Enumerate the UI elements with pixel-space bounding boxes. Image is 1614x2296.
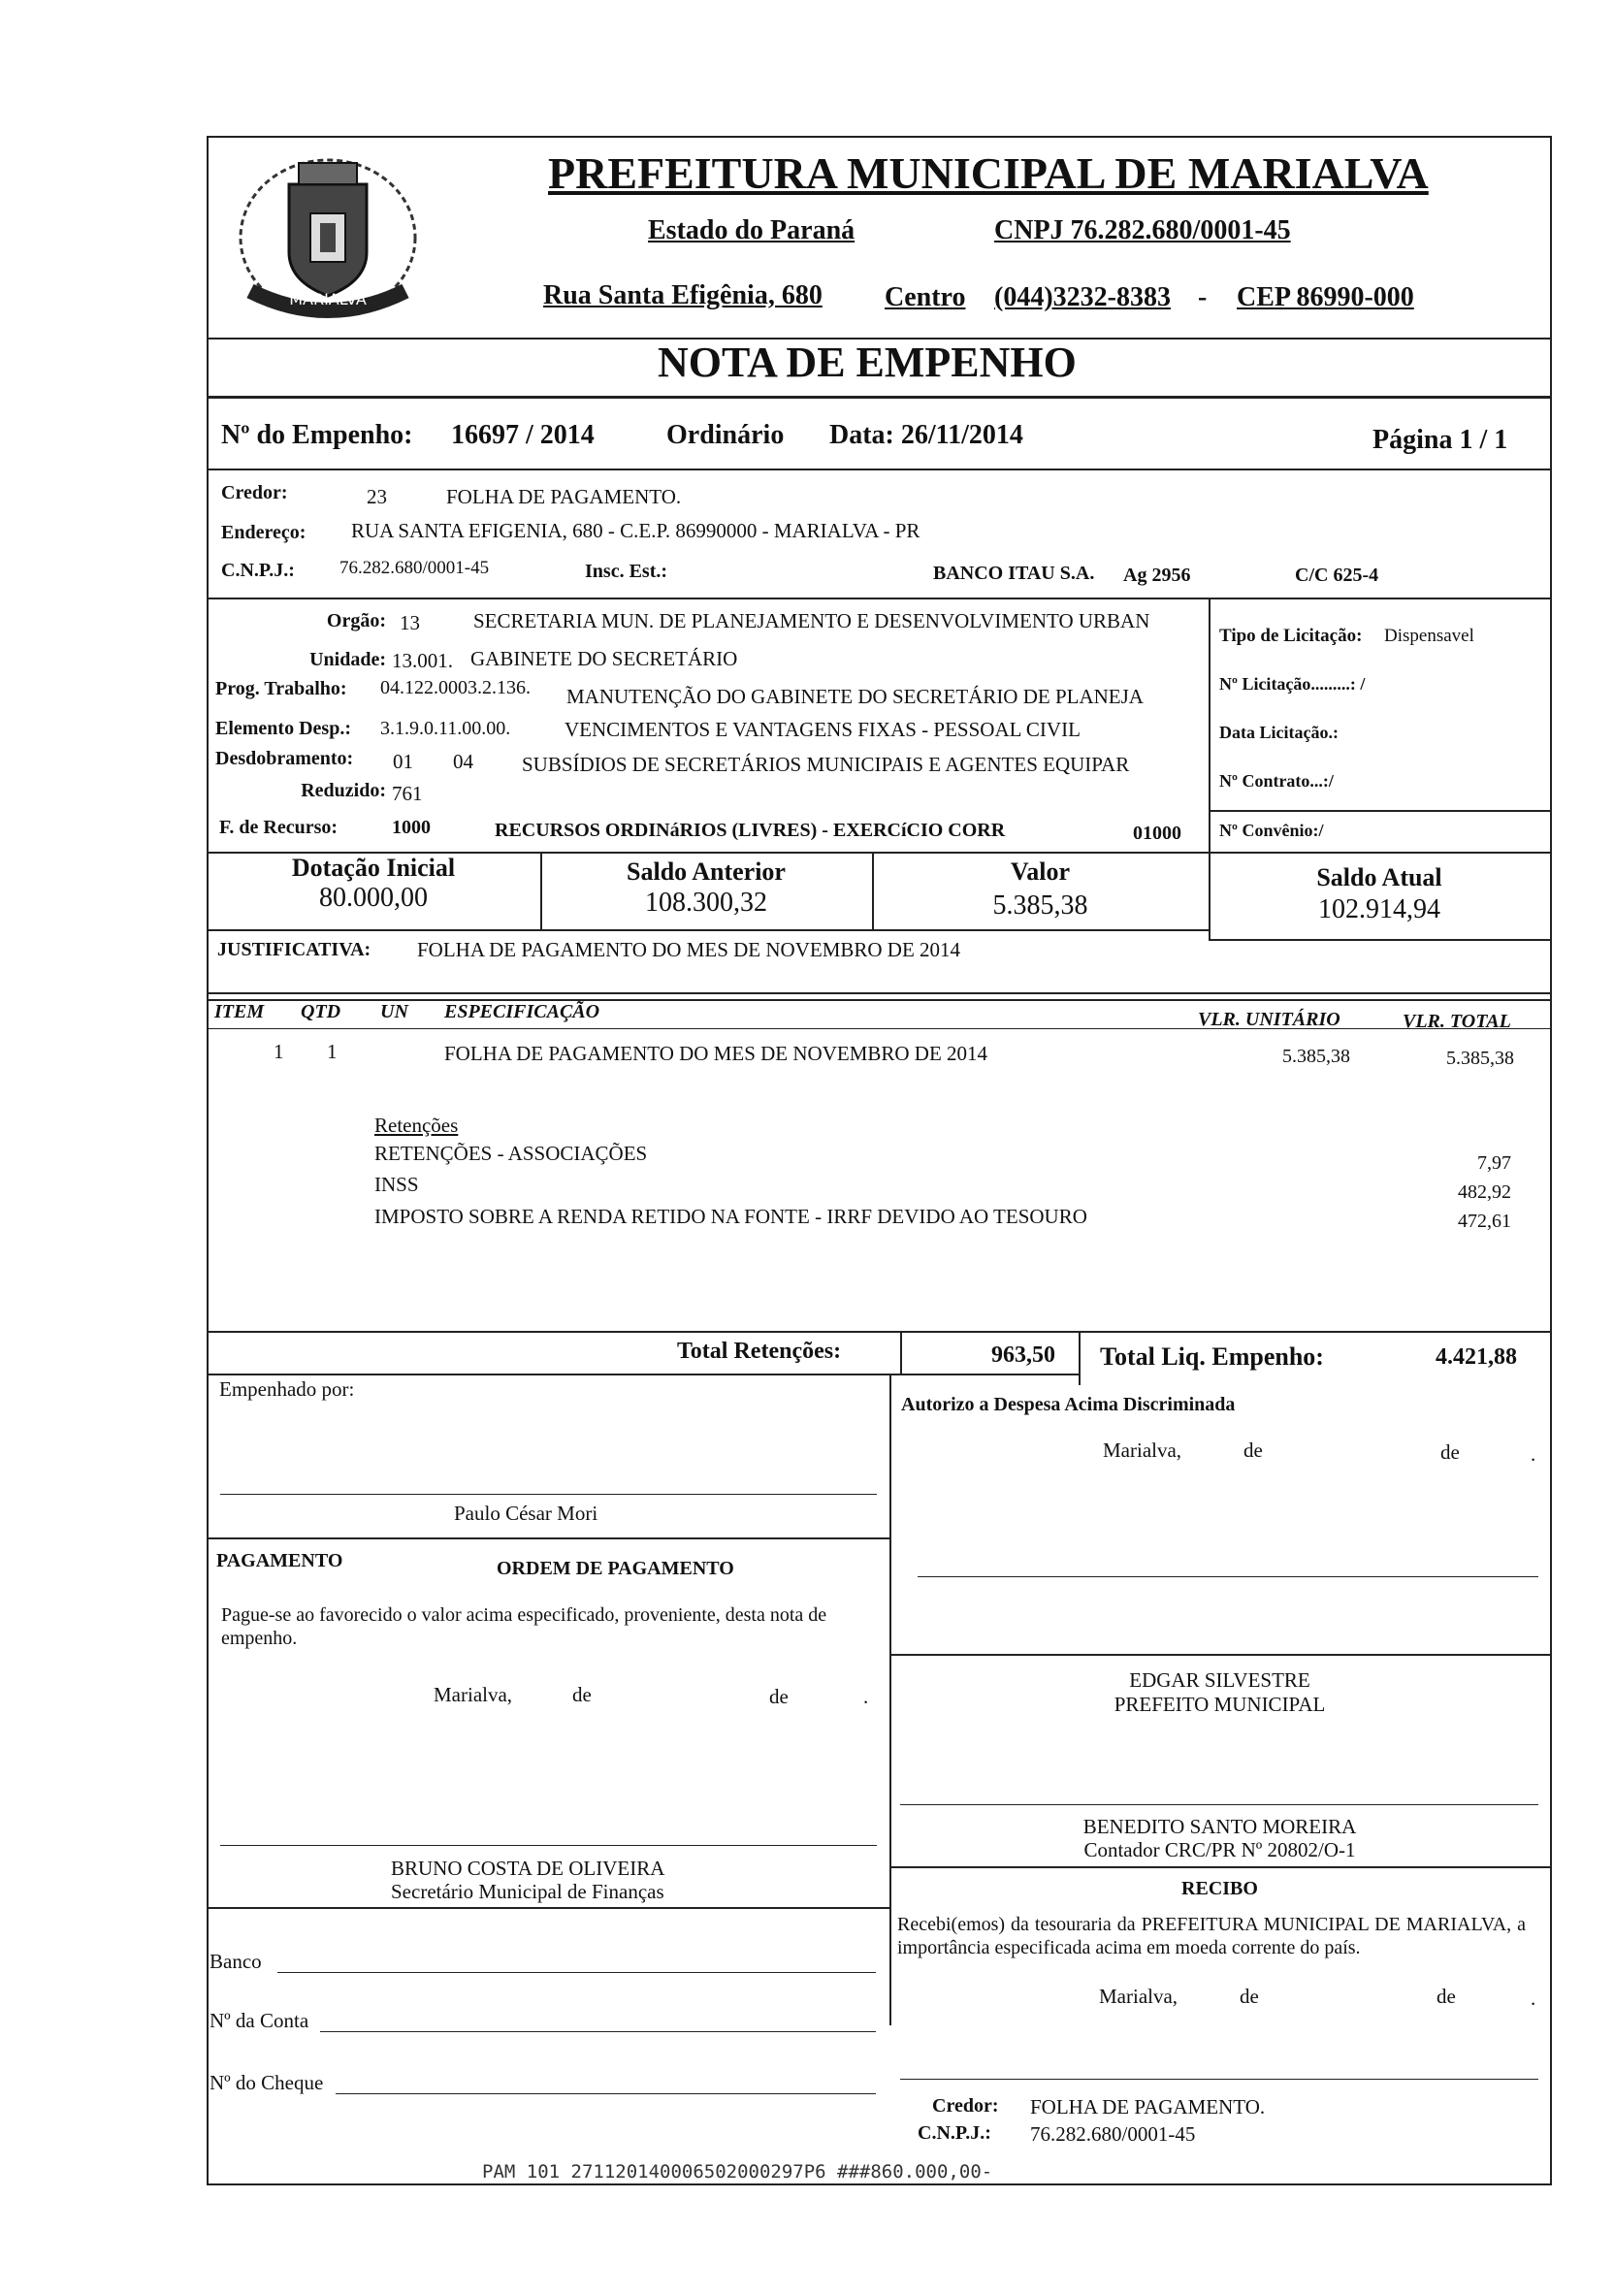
desdobramento-label: Desdobramento: xyxy=(215,748,354,769)
empenho-number: 16697 / 2014 xyxy=(451,420,595,450)
retencao-value-2: 482,92 xyxy=(1458,1181,1511,1203)
recibo-text: Recebi(emos) da tesouraria da PREFEITURA MUNICIPAL DE MARIALVA, a importância especificada acima em moeda corrente do país. xyxy=(897,1914,1526,1958)
banco-label: Banco xyxy=(210,1950,262,1973)
col-un: UN xyxy=(380,1001,408,1022)
endereco-label: Endereço: xyxy=(221,522,307,543)
bank-account: C/C 625-4 xyxy=(1295,565,1379,586)
svg-text:MARIALVA: MARIALVA xyxy=(289,290,367,308)
recibo-credor-label: Credor: xyxy=(932,2095,999,2117)
secretario-name: BRUNO COSTA DE OLIVEIRA xyxy=(391,1857,665,1880)
recibo-de-2: de xyxy=(1436,1985,1456,2008)
recibo-cnpj-label: C.N.P.J.: xyxy=(918,2122,991,2144)
unidade-code: 13.001. xyxy=(392,649,453,672)
elemento-label: Elemento Desp.: xyxy=(215,718,351,739)
endereco-value: RUA SANTA EFIGENIA, 680 - C.E.P. 86990000 - MARIALVA - PR xyxy=(351,519,920,542)
recibo-de-1: de xyxy=(1240,1985,1259,2008)
empenhado-por-label: Empenhado por: xyxy=(219,1377,355,1401)
insc-label: Insc. Est.: xyxy=(585,561,668,582)
header-street: Rua Santa Efigênia, 680 xyxy=(543,280,823,310)
header-district: Centro xyxy=(885,282,966,312)
page-number: Página 1 / 1 xyxy=(1372,425,1508,455)
numero-contrato: Nº Contrato...:/ xyxy=(1219,771,1334,791)
item-total-value: 5.385,38 xyxy=(1446,1048,1514,1069)
autorizo-de-1: de xyxy=(1243,1439,1263,1462)
reduzido-value: 761 xyxy=(392,782,423,805)
total-retencoes-label: Total Retenções: xyxy=(677,1339,842,1364)
item-number: 1 xyxy=(274,1040,284,1063)
recurso-label: F. de Recurso: xyxy=(219,817,339,838)
recibo-city: Marialva, xyxy=(1099,1985,1178,2008)
state-name: Estado do Paraná xyxy=(648,215,855,245)
numero-convenio: Nº Convênio:/ xyxy=(1219,821,1324,840)
autorizo-dot: . xyxy=(1531,1442,1536,1466)
retencao-value-3: 472,61 xyxy=(1458,1211,1511,1232)
contador-name: BENEDITO SANTO MOREIRA xyxy=(1082,1815,1357,1838)
footer-code: PAM 101 271120140006502000297P6 ###860.000,00- xyxy=(482,2161,993,2183)
coat-of-arms-logo xyxy=(231,146,425,330)
desdobramento-b: 04 xyxy=(453,750,473,773)
valor-value: 5.385,38 xyxy=(992,890,1088,921)
pagamento-de-1: de xyxy=(572,1683,592,1706)
document-title: NOTA DE EMPENHO xyxy=(658,339,1077,386)
empenho-label: Nº do Empenho: xyxy=(221,420,413,450)
page-title: PREFEITURA MUNICIPAL DE MARIALVA xyxy=(548,148,1429,198)
cheque-label: Nº do Cheque xyxy=(210,2071,324,2094)
saldo-atual-value: 102.914,94 xyxy=(1318,894,1440,924)
saldo-atual-label: Saldo Atual xyxy=(1316,863,1442,891)
col-total-value: VLR. TOTAL xyxy=(1403,1011,1511,1032)
desdobramento-a: 01 xyxy=(393,750,413,773)
prog-code: 04.122.0003.2.136. xyxy=(380,677,531,698)
unidade-value: GABINETE DO SECRETÁRIO xyxy=(470,647,738,670)
recibo-cnpj-value: 76.282.680/0001-45 xyxy=(1030,2122,1196,2146)
header-dash: - xyxy=(1198,282,1208,312)
item-unit-value: 5.385,38 xyxy=(1282,1046,1350,1067)
retencao-value-1: 7,97 xyxy=(1477,1152,1511,1174)
data-licitacao: Data Licitação.: xyxy=(1219,723,1339,742)
bank-agency: Ag 2956 xyxy=(1123,565,1191,586)
cnpj-value: 76.282.680/0001-45 xyxy=(339,558,490,578)
conta-label: Nº da Conta xyxy=(210,2009,309,2032)
item-spec: FOLHA DE PAGAMENTO DO MES DE NOVEMBRO DE 2014 xyxy=(444,1042,988,1065)
dotacao-label: Dotação Inicial xyxy=(291,854,456,882)
pague-se-text: Pague-se ao favorecido o valor acima especificado, proveniente, desta nota de empenho. xyxy=(221,1604,827,1649)
total-retencoes-value: 963,50 xyxy=(991,1342,1055,1368)
orgao-value: SECRETARIA MUN. DE PLANEJAMENTO E DESENVOLVIMENTO URBAN xyxy=(473,609,1150,632)
ordem-pagamento-label: ORDEM DE PAGAMENTO xyxy=(497,1558,734,1579)
credor-label: Credor: xyxy=(221,482,288,503)
prog-value: MANUTENÇÃO DO GABINETE DO SECRETÁRIO DE PLANEJA xyxy=(566,685,1144,708)
col-qtd: QTD xyxy=(301,1001,341,1022)
prefeito-title: PREFEITO MUNICIPAL xyxy=(1114,1693,1326,1716)
empenhado-por-name: Paulo César Mori xyxy=(454,1502,598,1525)
autorizo-city: Marialva, xyxy=(1103,1439,1182,1462)
cnpj-label: C.N.P.J.: xyxy=(221,560,295,581)
header-cep: CEP 86990-000 xyxy=(1237,282,1414,312)
valor-label: Valor xyxy=(1010,857,1071,886)
reduzido-label: Reduzido: xyxy=(301,780,386,801)
pagamento-label: PAGAMENTO xyxy=(216,1550,343,1571)
total-liquido-value: 4.421,88 xyxy=(1436,1344,1517,1370)
desdobramento-value: SUBSÍDIOS DE SECRETÁRIOS MUNICIPAIS E AGENTES EQUIPAR xyxy=(522,753,1130,776)
elemento-value: VENCIMENTOS E VANTAGENS FIXAS - PESSOAL CIVIL xyxy=(565,718,1081,741)
pagamento-dot: . xyxy=(863,1685,869,1708)
recurso-value: RECURSOS ORDINáRIOS (LIVRES) - EXERCíCIO CORR xyxy=(495,820,1006,841)
autorizo-label: Autorizo a Despesa Acima Discriminada xyxy=(901,1394,1236,1415)
justificativa-text: FOLHA DE PAGAMENTO DO MES DE NOVEMBRO DE 2014 xyxy=(417,938,961,961)
col-spec: ESPECIFICAÇÃO xyxy=(444,1001,600,1022)
numero-licitacao: Nº Licitação.........: / xyxy=(1219,674,1366,694)
tipo-licitacao-label: Tipo de Licitação: xyxy=(1219,626,1363,646)
empenho-date: Data: 26/11/2014 xyxy=(829,420,1023,450)
col-item: ITEM xyxy=(214,1001,265,1022)
pagamento-de-2: de xyxy=(769,1685,789,1708)
total-liquido-label: Total Liq. Empenho: xyxy=(1100,1342,1324,1371)
empenho-type: Ordinário xyxy=(666,420,785,450)
recibo-dot: . xyxy=(1531,1987,1536,2010)
bank-name: BANCO ITAU S.A. xyxy=(933,563,1095,584)
header-phone: (044)3232-8383 xyxy=(994,282,1171,312)
recurso-code: 1000 xyxy=(392,817,431,838)
credor-code: 23 xyxy=(367,485,387,508)
saldo-anterior-value: 108.300,32 xyxy=(645,888,767,918)
item-qtd: 1 xyxy=(327,1040,338,1063)
recibo-title: RECIBO xyxy=(1181,1878,1258,1899)
pagamento-city: Marialva, xyxy=(434,1683,513,1706)
secretario-title: Secretário Municipal de Finanças xyxy=(391,1880,664,1903)
retencao-name-2: INSS xyxy=(374,1173,419,1196)
orgao-label: Orgão: xyxy=(326,610,386,631)
justificativa-label: JUSTIFICATIVA: xyxy=(217,939,371,960)
header-cnpj: CNPJ 76.282.680/0001-45 xyxy=(994,215,1291,245)
saldo-anterior-label: Saldo Anterior xyxy=(627,857,786,886)
prefeito-name: EDGAR SILVESTRE xyxy=(1129,1668,1310,1692)
autorizo-de-2: de xyxy=(1440,1440,1460,1464)
col-unit-value: VLR. UNITÁRIO xyxy=(1198,1009,1340,1030)
retencao-name-3: IMPOSTO SOBRE A RENDA RETIDO NA FONTE - IRRF DEVIDO AO TESOURO xyxy=(374,1205,1087,1228)
unidade-label: Unidade: xyxy=(309,649,386,670)
recurso-end: 01000 xyxy=(1133,823,1181,844)
elemento-code: 3.1.9.0.11.00.00. xyxy=(380,718,511,739)
prog-label: Prog. Trabalho: xyxy=(215,678,347,699)
recibo-credor-value: FOLHA DE PAGAMENTO. xyxy=(1030,2095,1266,2118)
tipo-licitacao-value: Dispensavel xyxy=(1384,626,1474,646)
contador-title: Contador CRC/PR Nº 20802/O-1 xyxy=(1083,1838,1356,1861)
credor-name: FOLHA DE PAGAMENTO. xyxy=(446,485,682,508)
retencoes-title: Retenções xyxy=(374,1114,459,1137)
orgao-code: 13 xyxy=(400,611,420,634)
dotacao-value: 80.000,00 xyxy=(319,883,428,913)
retencao-name-1: RETENÇÕES - ASSOCIAÇÕES xyxy=(374,1142,648,1165)
